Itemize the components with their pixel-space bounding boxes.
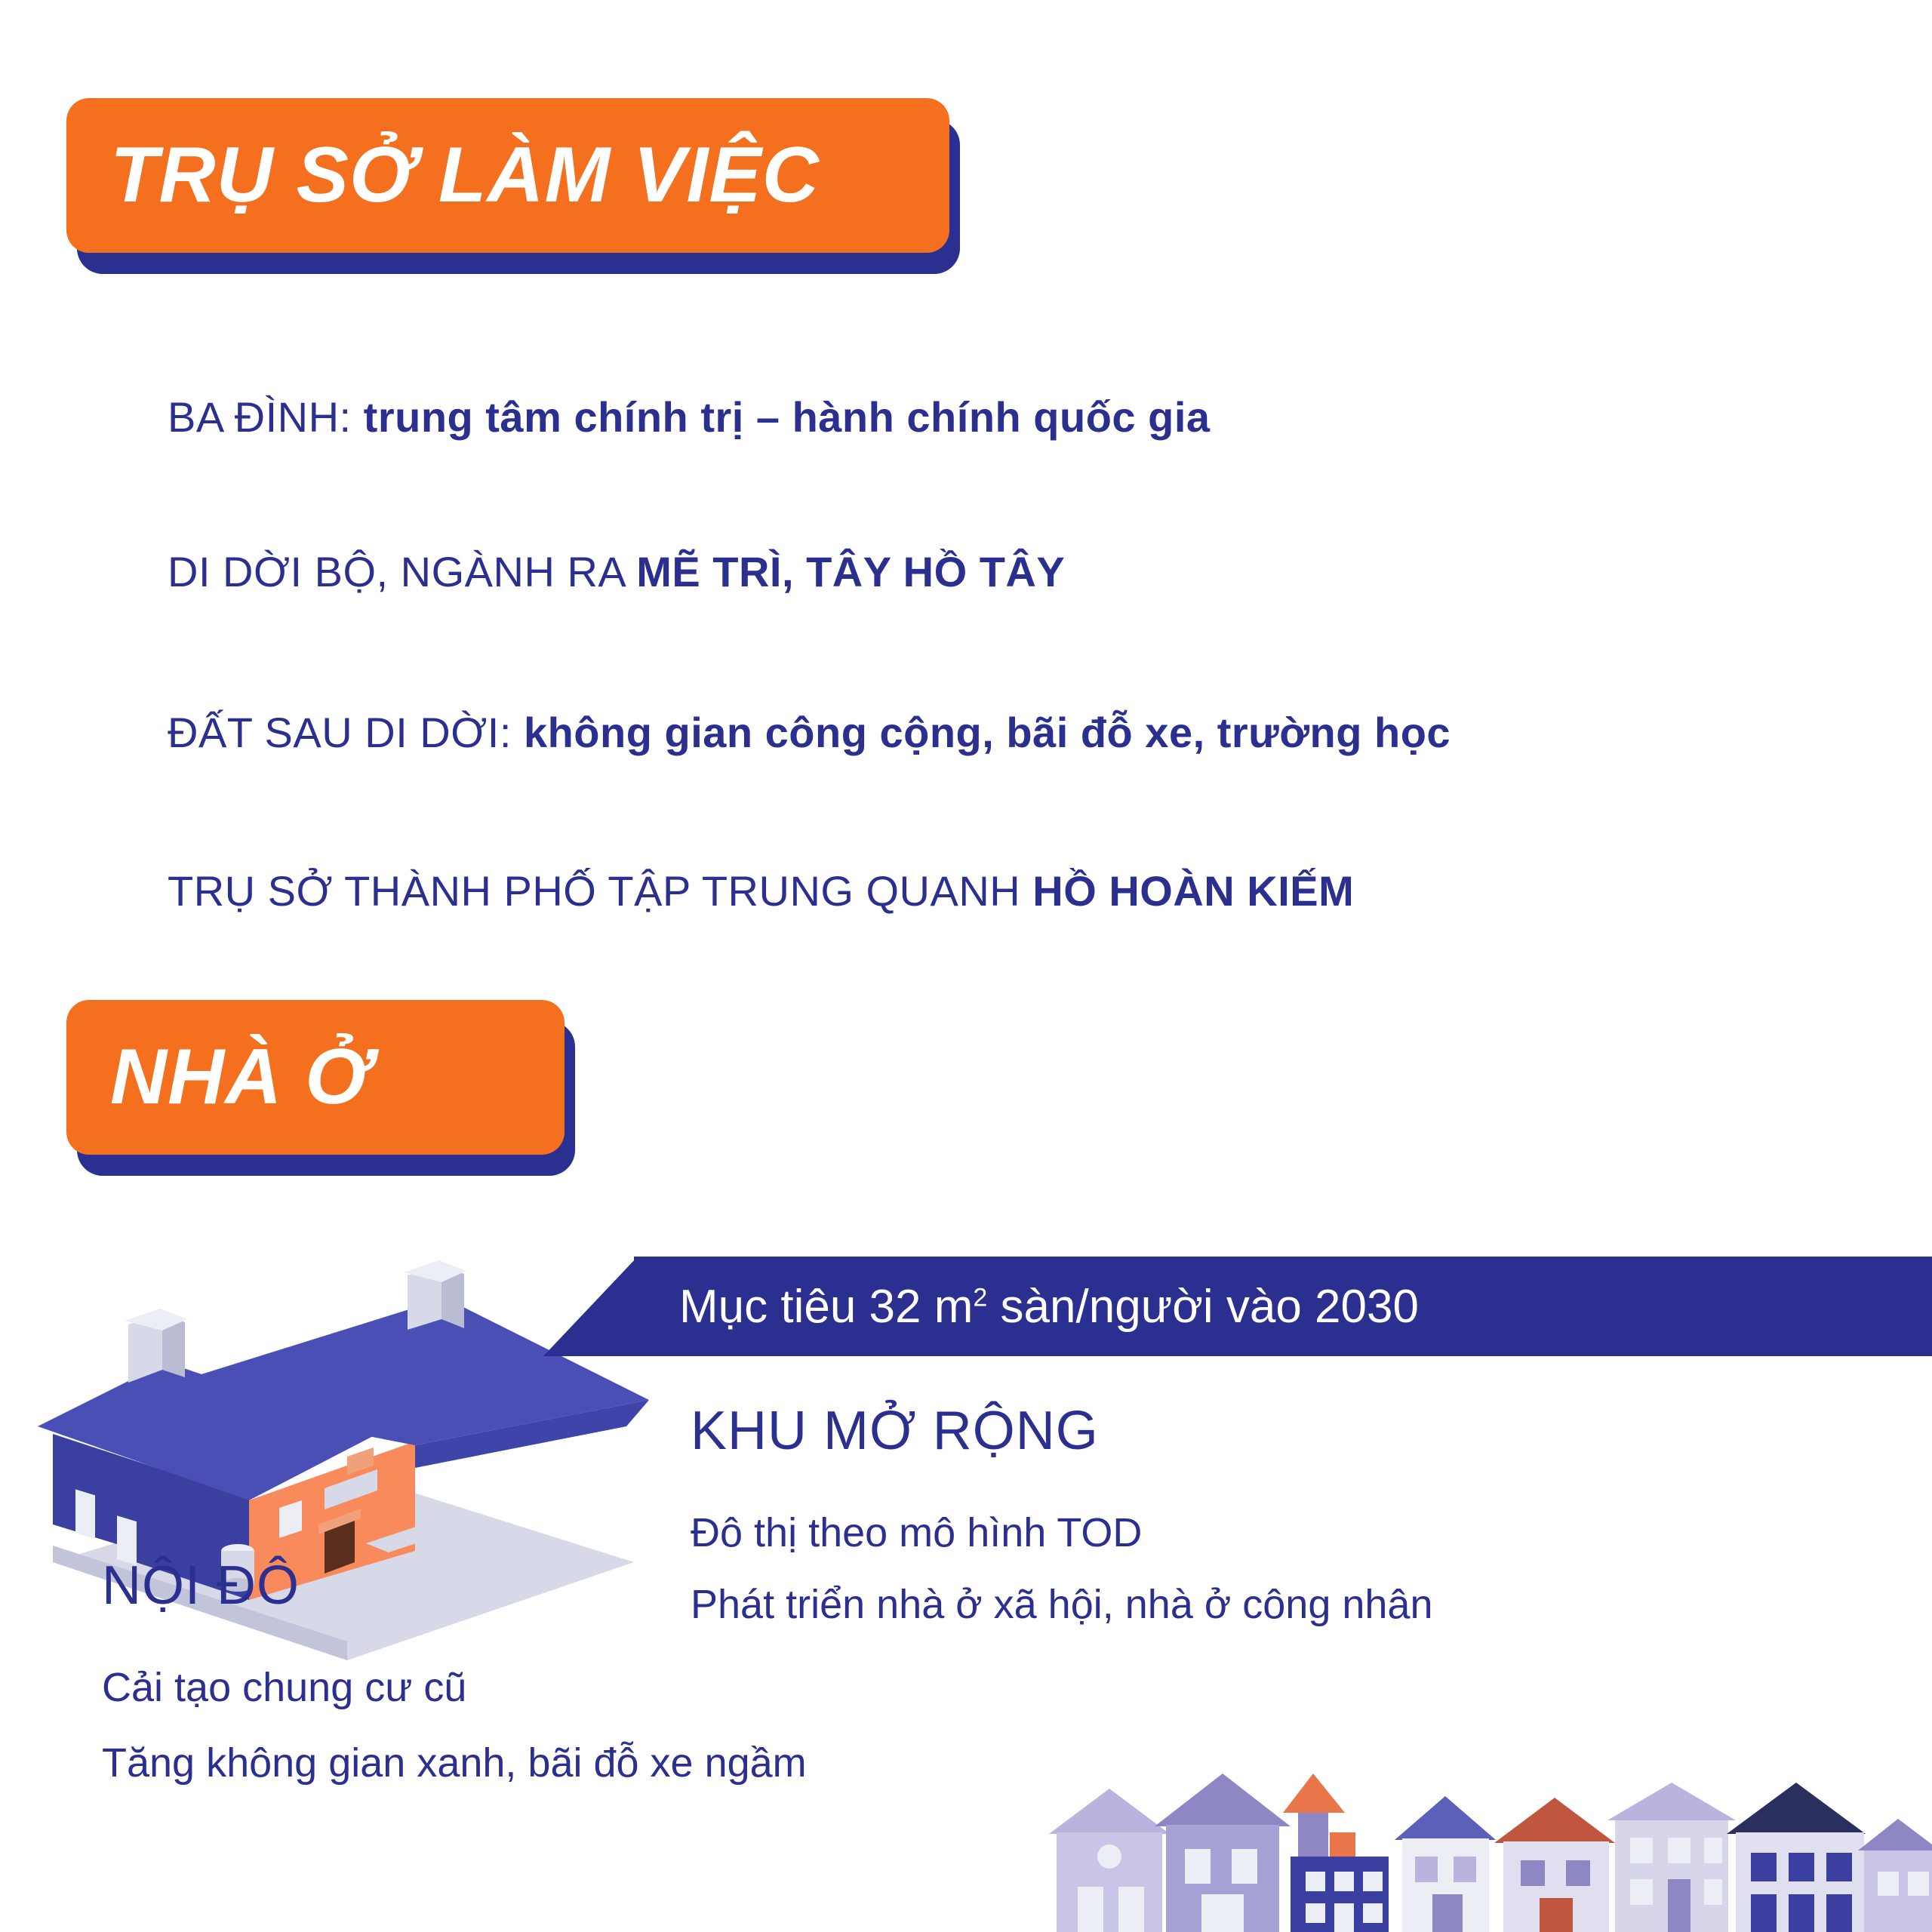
skyline-house-2: [1155, 1774, 1291, 1932]
bullet-line-2-normal: DI DỜI BỘ, NGÀNH RA: [168, 548, 637, 595]
khu-mo-rong-line-1: Đô thị theo mô hình TOD: [691, 1510, 1143, 1555]
bullet-line-1: [168, 392, 1211, 441]
bullet-line-4: [168, 866, 1354, 915]
skyline-house-5: [1494, 1798, 1615, 1932]
khu-mo-rong-title: KHU MỞ RỘNG: [691, 1401, 1099, 1461]
chimney-right: [404, 1260, 466, 1330]
banner-suffix: sàn/người vào 2030: [987, 1280, 1419, 1333]
noi-do-title: NỘI ĐÔ: [102, 1555, 300, 1616]
bullet-line-3: [168, 708, 1451, 757]
bullet-line-1-bold: trung tâm chính trị – hành chính quốc gia: [363, 393, 1211, 441]
bullet-line-4-normal: TRỤ SỞ THÀNH PHỐ TẬP TRUNG QUANH: [168, 867, 1033, 915]
window-1: [75, 1489, 95, 1539]
noi-do-line-1: Cải tạo chung cư cũ: [102, 1665, 467, 1710]
banner-superscript: 2: [973, 1282, 988, 1312]
section-header-nha-o: [66, 1000, 595, 1181]
pill-tru-so-lam-viec[interactable]: [66, 98, 949, 253]
skyline-illustration: [1034, 1743, 1932, 1932]
section-header-tru-so: [66, 98, 972, 279]
bullet-line-3-bold: không gian công cộng, bãi đỗ xe, trường học: [523, 709, 1451, 756]
bullet-line-1-normal: BA ĐÌNH:: [168, 393, 364, 441]
skyline-house-6: [1607, 1783, 1736, 1932]
housing-banner-text: [679, 1280, 1419, 1334]
khu-mo-rong-line-2: Phát triển nhà ở xã hội, nhà ở công nhân: [691, 1582, 1433, 1627]
skyline-house-8: [1858, 1819, 1932, 1932]
pill-nha-o[interactable]: [66, 1000, 565, 1155]
skyline-house-3: [1283, 1774, 1389, 1932]
skyline-house-7: [1727, 1783, 1866, 1932]
pill-label: TRỤ SỞ LÀM VIỆC: [110, 131, 820, 219]
skyline-house-4: [1395, 1796, 1496, 1932]
pill-label-2: NHÀ Ở: [110, 1033, 372, 1121]
chimney-left: [125, 1309, 187, 1383]
bullet-line-3-normal: ĐẤT SAU DI DỜI:: [168, 709, 524, 756]
bullet-line-2-bold: MẼ TRÌ, TÂY HỒ TÂY: [636, 548, 1066, 595]
banner-prefix: Mục tiêu 32 m: [679, 1280, 974, 1333]
bullet-line-2: [168, 547, 1065, 596]
noi-do-line-2: Tăng không gian xanh, bãi đỗ xe ngầm: [102, 1740, 807, 1786]
bullet-line-4-bold: HỒ HOÀN KIẾM: [1032, 867, 1355, 915]
banner-notch: [528, 1257, 638, 1407]
skyline-house-1: [1049, 1789, 1170, 1932]
housing-banner: [634, 1257, 1932, 1356]
